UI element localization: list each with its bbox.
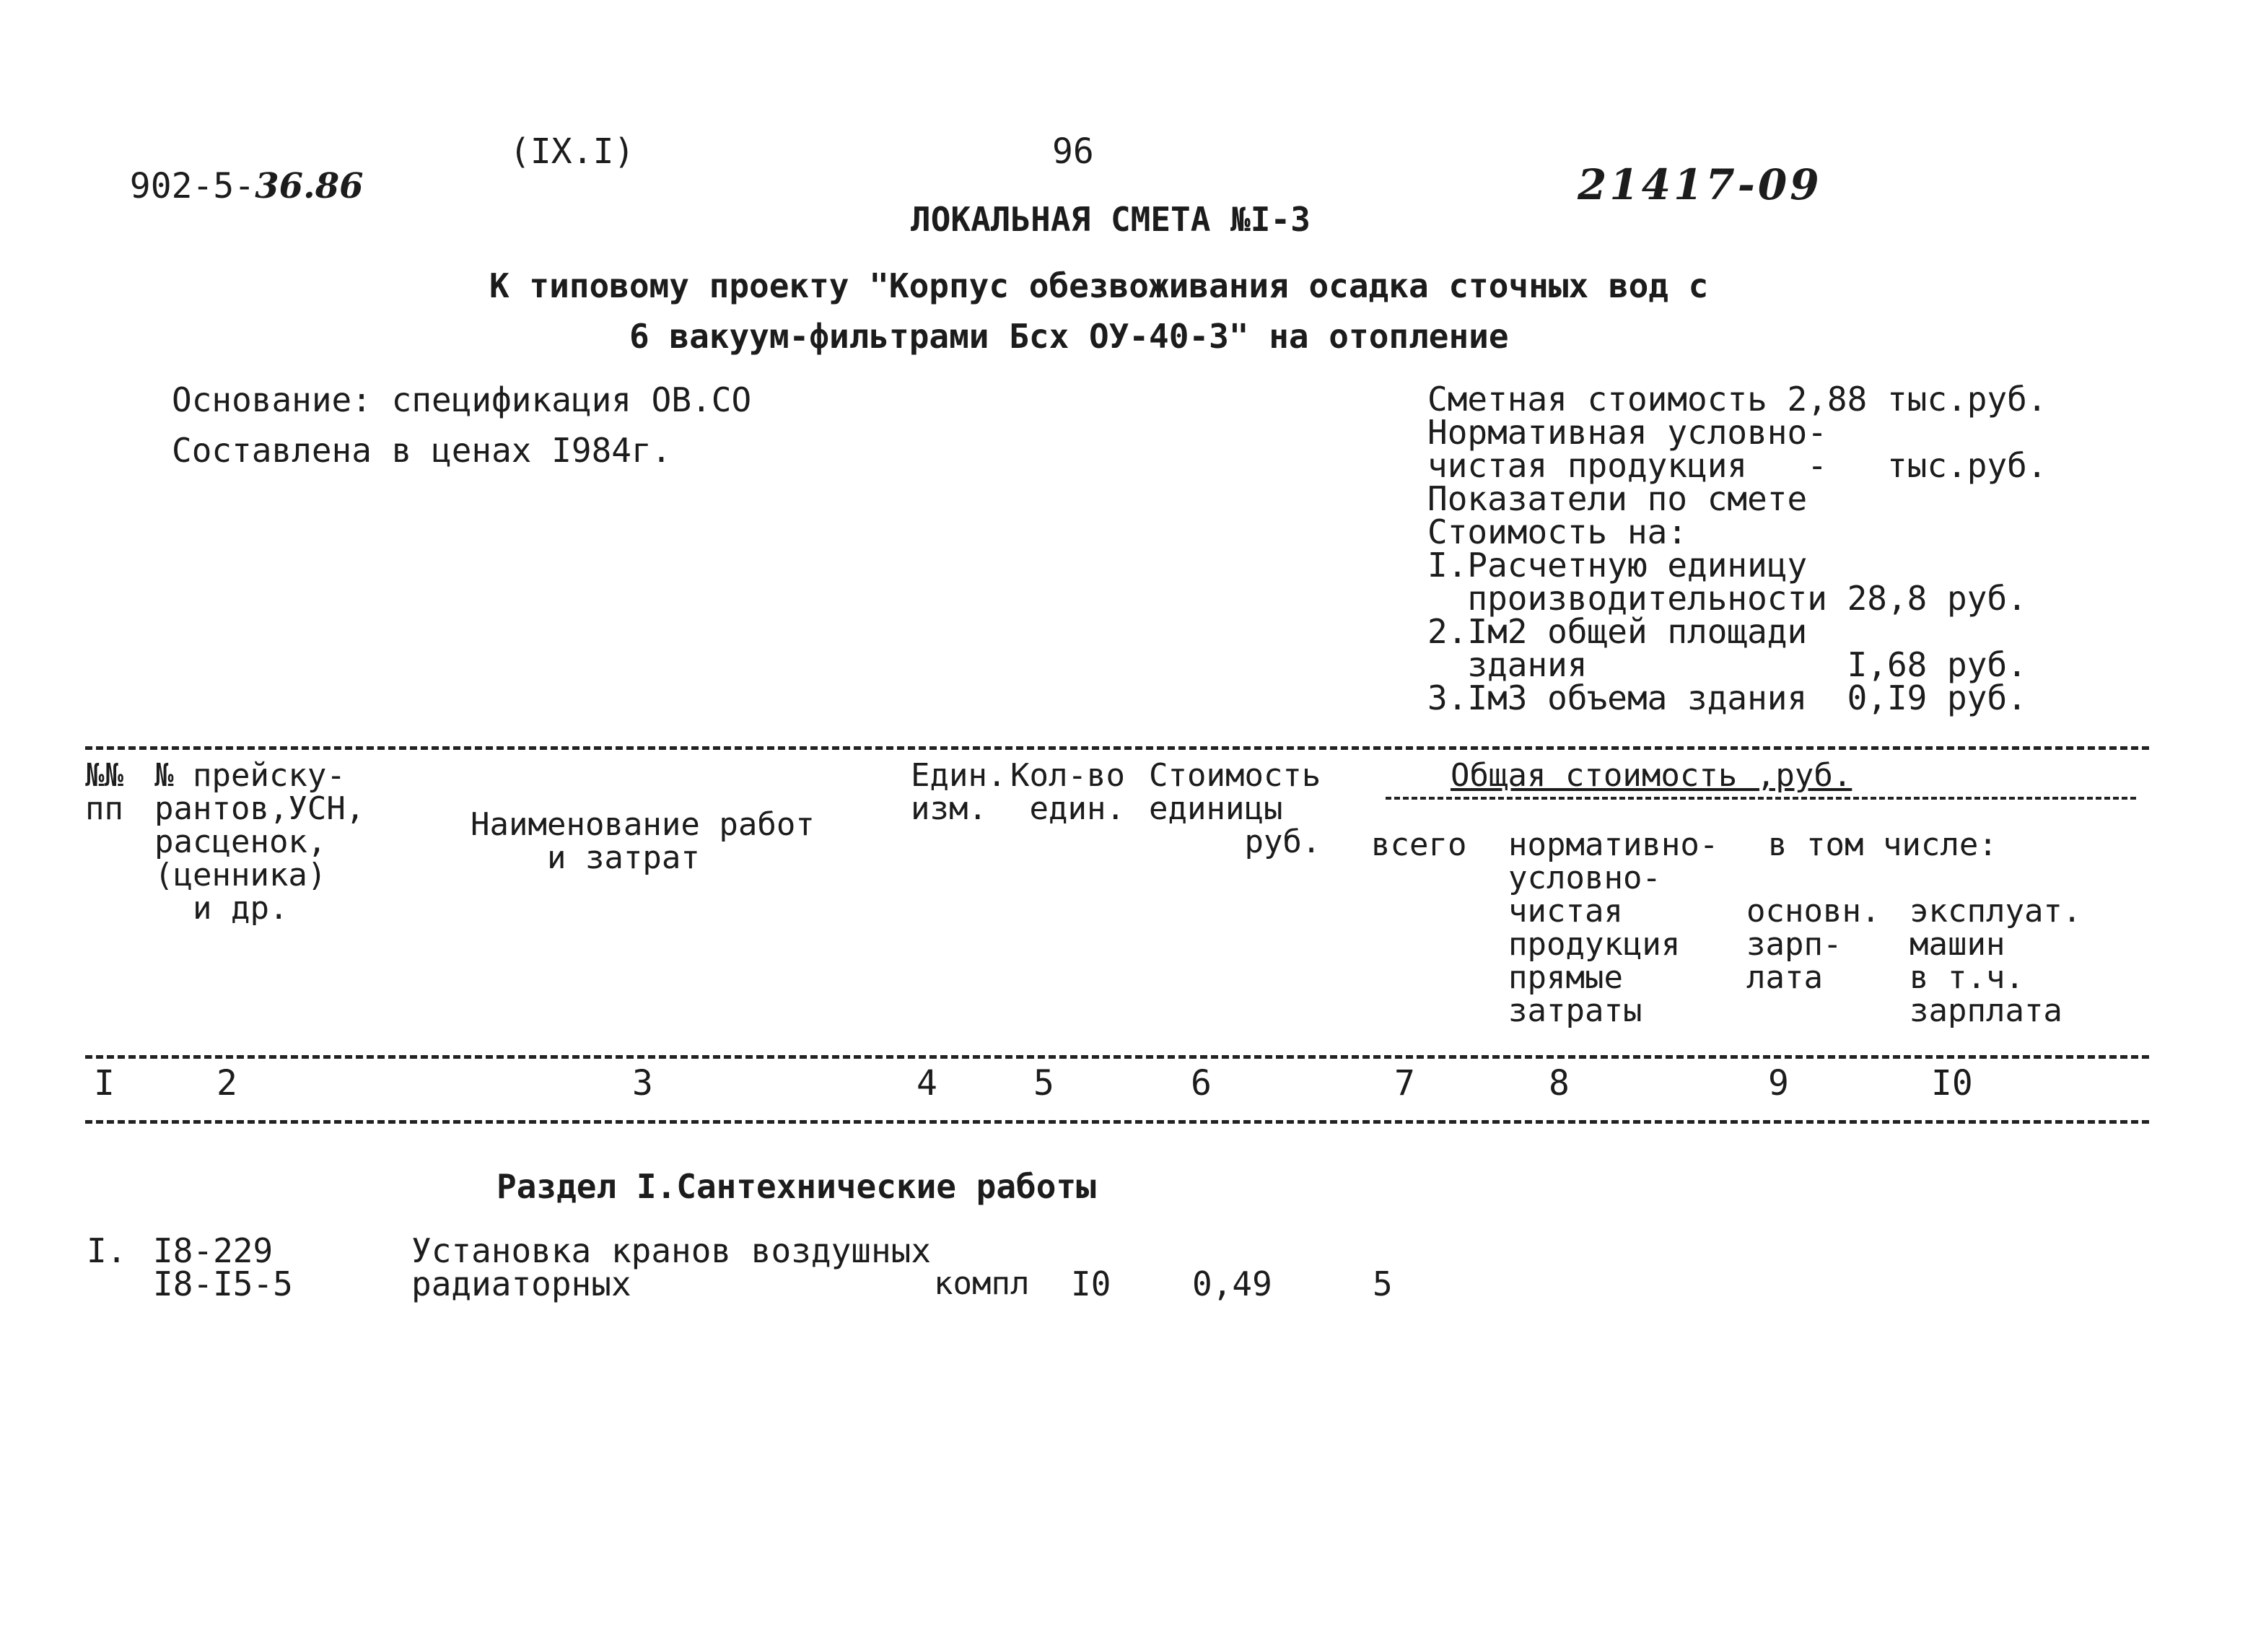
header-col-10: эксплуат. машин в т.ч. зарплата (1909, 893, 2082, 1029)
header-total-cost: Общая стоимость ,руб. (1451, 757, 1852, 794)
summary-area-value: здания I,68 руб. (1427, 645, 2027, 684)
column-number: 3 (632, 1063, 653, 1103)
column-number: 4 (916, 1063, 937, 1103)
header-col-5: Кол-во един. (1010, 757, 1125, 827)
document-subtitle-line2: 6 вакуум-фильтрами Бсх ОУ-40-3" на отопление (629, 317, 1509, 356)
column-number: 8 (1549, 1063, 1570, 1103)
header-col-9: основн. зарп- лата (1746, 893, 1881, 996)
header-total-rule (1386, 797, 2136, 800)
summary-volume-value: 3.Iм3 объема здания 0,I9 руб. (1427, 678, 2027, 717)
document-title: ЛОКАЛЬНАЯ СМЕТА №I-3 (911, 200, 1311, 239)
header-col-6: Стоимость единицы руб. (1149, 757, 1321, 860)
summary-estimated-cost: Сметная стоимость 2,88 тыс.руб. (1427, 380, 2047, 419)
column-number: I (94, 1063, 115, 1103)
summary-unit-label: I.Расчетную единицу (1427, 546, 1808, 585)
summary-area-label: 2.Iм2 общей площади (1427, 612, 1808, 651)
header-top-rule (85, 746, 2149, 750)
section-code: (IX.I) (509, 131, 635, 172)
row-unit-price: 0,49 (1192, 1264, 1272, 1303)
document-code-handwritten: 36.86 (255, 166, 364, 206)
column-number: 6 (1191, 1063, 1212, 1103)
row-number: I. (87, 1231, 127, 1270)
page-number: 96 (1052, 131, 1094, 172)
row-name: Установка кранов воздушных радиаторных (411, 1231, 932, 1303)
column-number: 5 (1033, 1063, 1054, 1103)
document-subtitle-line1: К типовому проекту "Корпус обезвоживания осадка сточных вод с (489, 266, 1709, 305)
header-col-2: № прейску- рантов,УСН, расценок, (ценника) и др. (154, 757, 365, 927)
row-codes: I8-229 I8-I5-5 (153, 1231, 293, 1303)
summary-cost-per: Стоимость на: (1427, 512, 1688, 551)
column-number: 9 (1768, 1063, 1789, 1103)
document-code-printed: 902-5- (129, 166, 255, 206)
document-code (88, 134, 364, 204)
row-unit: компл (934, 1265, 1030, 1302)
header-col-4: Един. изм. (911, 757, 1007, 827)
numbers-bottom-rule (85, 1120, 2149, 1124)
header-col-7: всего (1371, 826, 1467, 863)
row-total: 5 (1373, 1264, 1393, 1303)
header-col-8: нормативно- условно- чистая продукция прямые затраты (1508, 826, 1719, 1029)
row-quantity: I0 (1071, 1264, 1111, 1303)
header-bottom-rule (85, 1055, 2149, 1059)
basis-specification: Основание: спецификация ОВ.СО (172, 380, 752, 419)
summary-indicators: Показатели по смете (1427, 479, 1808, 518)
section-title: Раздел I.Сантехнические работы (496, 1167, 1096, 1206)
cost-summary (1427, 380, 2047, 717)
column-number: I0 (1931, 1063, 1973, 1103)
basis-price-level: Составлена в ценах I984г. (172, 431, 672, 470)
header-including: в том числе: (1768, 826, 1998, 863)
stamp-number: 21417-09 (1578, 160, 1822, 209)
summary-normative-line: Нормативная условно- (1427, 413, 1827, 452)
column-number: 2 (216, 1063, 237, 1103)
header-col-1: №№ пп (85, 757, 123, 827)
header-col-3: Наименование работ и затрат (471, 806, 815, 876)
column-number: 7 (1394, 1063, 1415, 1103)
summary-unit-value: производительности 28,8 руб. (1427, 579, 2027, 618)
summary-net-product: чистая продукция - тыс.руб. (1427, 446, 2047, 485)
